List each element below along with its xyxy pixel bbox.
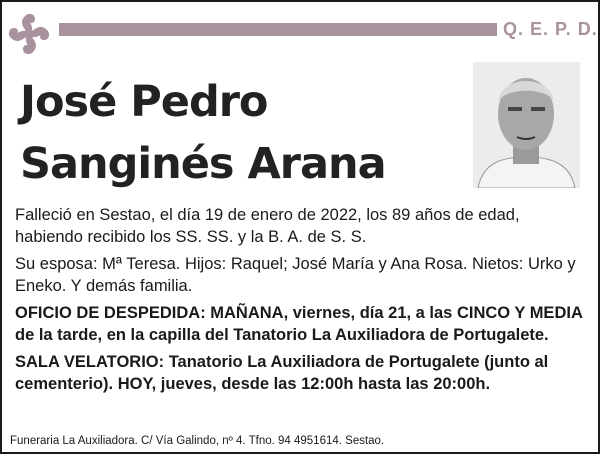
- lauburu-icon: [3, 8, 55, 60]
- funeral-service: OFICIO DE DESPEDIDA: MAÑANA, viernes, día 21, a las CINCO Y MEDIA de la tarde, en la capilla del Tanatorio La Auxiliadora de Portugalete.: [15, 304, 583, 344]
- death-notice: Falleció en Sestao, el día 19 de enero de 2022, los 89 años de edad, habiendo recibido los SS. SS. y la B. A. de S. S.: [15, 206, 520, 246]
- qepd-label: Q. E. P. D.: [503, 19, 598, 39]
- family-list: Su esposa: Mª Teresa. Hijos: Raquel; José María y Ana Rosa. Nietos: Urko y Eneko. Y demás familia.: [15, 255, 576, 295]
- header-bar: [59, 23, 497, 36]
- deceased-name-line1: José Pedro: [20, 77, 268, 127]
- wake-info: SALA VELATORIO: Tanatorio La Auxiliadora de Portugalete (junto al cementerio). HOY, jueves, desde las 12:00h hasta las 20:00h.: [15, 353, 549, 393]
- obituary-body: [10, 204, 590, 448]
- deceased-name-line2: Sanginés Arana: [20, 139, 386, 189]
- funeral-home-footer: Funeraria La Auxiliadora. C/ Vía Galindo, nº 4. Tfno. 94 4951614. Sestao.: [10, 435, 385, 447]
- deceased-photo: [473, 62, 580, 188]
